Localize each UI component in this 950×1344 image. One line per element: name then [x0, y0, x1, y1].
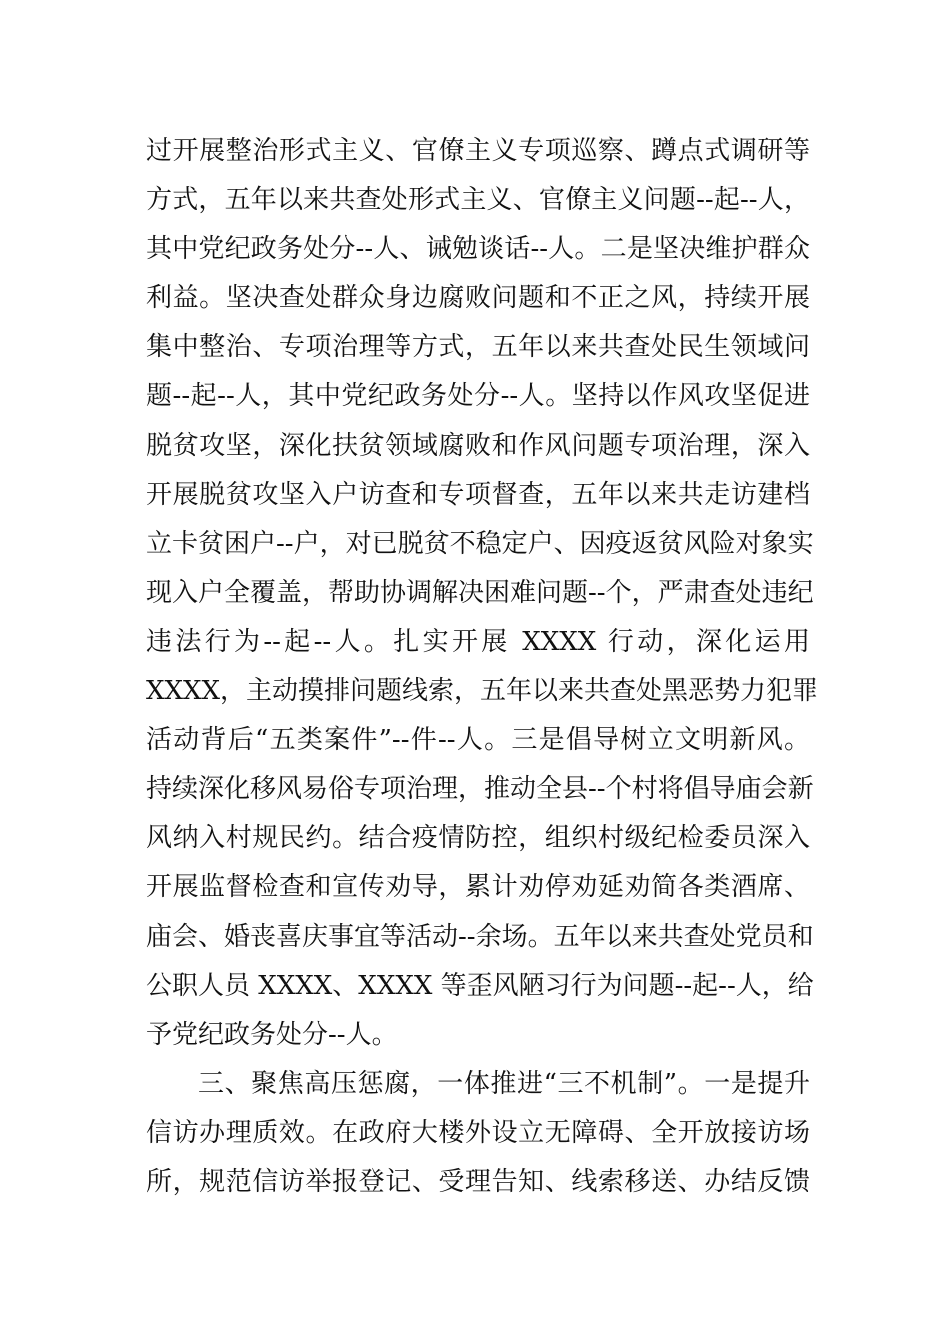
paragraph-1-line: 活动背后“五类案件”--件--人。三是倡导树立文明新风。 — [146, 725, 810, 756]
paragraph-1-line: 庙会、婚丧喜庆事宜等活动--余场。五年以来共查处党员和 — [146, 921, 814, 952]
paragraph-1-last-line: 予党纪政务处分--人。 — [146, 1019, 398, 1050]
paragraph-1-line: 违法行为--起--人。扎实开展 XXXX 行动，深化运用 — [146, 626, 810, 657]
paragraph-1-line: 方式，五年以来共查处形式主义、官僚主义问题--起--人， — [146, 185, 810, 216]
paragraph-1-line: 立卡贫困户--户，对已脱贫不稳定户、因疫返贫风险对象实 — [146, 528, 814, 559]
paragraph-1-line: 公职人员 XXXX、XXXX 等歪风陋习行为问题--起--人，给 — [146, 970, 814, 1001]
paragraph-1-line: 利益。坚决查处群众身边腐败问题和不正之风，持续开展 — [146, 283, 810, 314]
paragraph-1-line: 开展脱贫攻坚入户访查和专项督查，五年以来共走访建档 — [146, 479, 810, 510]
paragraph-1-line: 集中整治、专项治理等方式，五年以来共查处民生领域问 — [146, 332, 810, 363]
paragraph-1-line: 脱贫攻坚，深化扶贫领域腐败和作风问题专项治理，深入 — [146, 430, 810, 461]
paragraph-1-line: 风纳入村规民约。结合疫情防控，组织村级纪检委员深入 — [146, 823, 810, 854]
paragraph-2-line: 信访办理质效。在政府大楼外设立无障碍、全开放接访场 — [146, 1117, 810, 1148]
paragraph-2-line: 所，规范信访举报登记、受理告知、线索移送、办结反馈 — [146, 1166, 810, 1197]
paragraph-1-line: XXXX，主动摸排问题线索，五年以来共查处黑恶势力犯罪 — [146, 676, 819, 707]
paragraph-1-line: 题--起--人，其中党纪政务处分--人。坚持以作风攻坚促进 — [146, 381, 810, 412]
paragraph-1-line: 开展监督检查和宣传劝导，累计劝停劝延劝简各类酒席、 — [146, 872, 810, 903]
paragraph-1-line: 其中党纪政务处分--人、诫勉谈话--人。二是坚决维护群众 — [146, 234, 810, 265]
paragraph-2-first-line: 三、聚焦高压惩腐，一体推进“三不机制”。一是提升 — [198, 1068, 810, 1099]
paragraph-1-line: 过开展整治形式主义、官僚主义专项巡察、蹲点式调研等 — [146, 136, 810, 166]
paragraph-1-line: 持续深化移风易俗专项治理，推动全县--个村将倡导庙会新 — [146, 774, 814, 805]
document-body — [146, 127, 819, 1207]
paragraph-1-line: 现入户全覆盖，帮助协调解决困难问题--个，严肃查处违纪 — [146, 577, 814, 608]
